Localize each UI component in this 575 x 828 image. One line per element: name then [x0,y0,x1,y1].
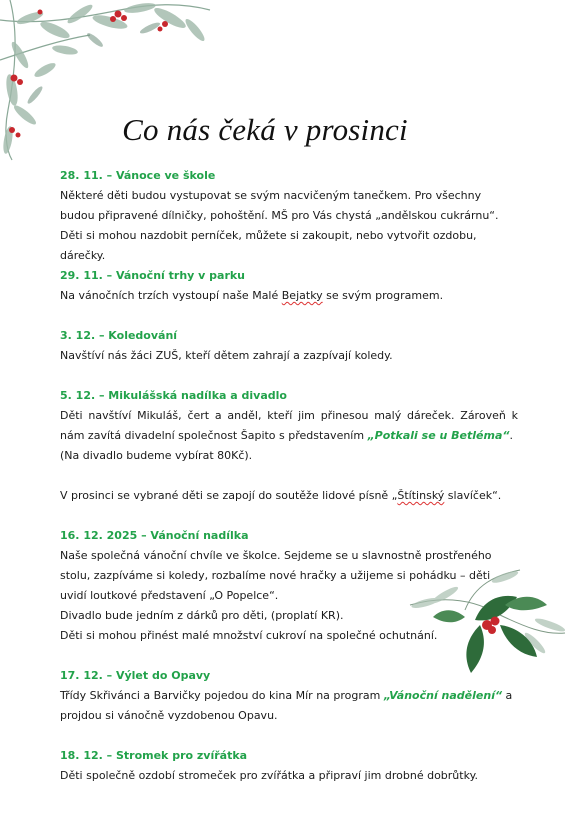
event-text-part: a projdou si vánočně vyzdobenou Opavu. [60,689,513,722]
event-item [60,386,518,466]
event-text: Některé děti budou vystupovat se svým nacvičeným tanečkem. Pro všechny budou připravené dílničky, pohoštění. MŠ pro Vás chystá „andělskou cukrárnu“. Děti si mohou nazdobit perníček, můžete si zakoupit, nebo vytvořit ozdobu, dárečky. [60,189,499,262]
event-heading: 17. 12. – Výlet do Opavy [60,669,211,682]
event-description [60,186,518,266]
event-heading: 16. 12. 2025 – Vánoční nadílka [60,529,249,542]
event-description [60,406,518,466]
holly-sprig-icon [405,565,570,680]
event-text: Děti si mohou přinést malé množství cukroví na společné ochutnání. [60,629,438,642]
event-item [60,266,518,306]
event-text-part: Na vánočních trzích vystoupí naše Malé [60,289,282,302]
event-text-part: Třídy Skřivánci a Barvičky pojedou do kina Mír na program [60,689,384,702]
event-text-part: se svým programem. [322,289,444,302]
event-description [60,346,518,366]
event-heading: 3. 12. – Koledování [60,329,178,342]
event-description [60,486,518,506]
show-title: „Potkali se u Betléma“ [367,429,510,442]
event-item [60,326,518,366]
event-text-part: Děti navštíví Mikuláš, čert a anděl, kteří jim přinesou malý dáreček. Zároveň k nám zavítá divadelní společnost Šapito s představením [60,409,518,442]
page-title: Co nás čeká v prosinci [122,112,408,147]
event-text: Navštíví nás žáci ZUŠ, kteří dětem zahrají a zazpívají koledy. [60,349,393,362]
event-text [60,686,518,726]
event-item [60,486,518,506]
event-list [60,166,518,786]
event-item [60,166,518,266]
event-text: Divadlo bude jedním z dárků pro děti, (proplatí KR). [60,609,344,622]
event-text [60,486,518,506]
spellcheck-word: Štítinský [397,489,445,502]
event-heading: 29. 11. – Vánoční trhy v parku [60,269,246,282]
event-description [60,686,518,726]
event-text-part: slavíček“. [444,489,502,502]
show-title: „Vánoční nadělení“ [383,689,503,702]
event-text: Děti společně ozdobí stromeček pro zvířátka a připraví jim drobné dobrůtky. [60,769,479,782]
event-heading: 18. 12. – Stromek pro zvířátka [60,749,248,762]
event-heading: 28. 11. – Vánoce ve škole [60,169,216,182]
event-heading: 5. 12. – Mikulášská nadílka a divadlo [60,389,287,402]
event-description [60,286,518,306]
event-text: Naše společná vánoční chvíle ve školce. Sejdeme se u slavnostně prostřeného stolu, zazpíváme si koledy, rozbalíme nové hračky a užijeme si pohádku – děti uvidí loutkové představení „O Popelce“. [60,549,492,602]
event-text-part: V prosinci se vybrané děti se zapojí do soutěže lidové písně „ [60,489,398,502]
event-text [60,406,518,446]
event-text-part: . [509,429,513,442]
event-description [60,766,518,786]
event-item [60,746,518,786]
spellcheck-word: Bejatky [281,289,323,302]
event-text [60,286,518,306]
event-note: (Na divadlo budeme vybírat 80Kč). [60,449,253,462]
